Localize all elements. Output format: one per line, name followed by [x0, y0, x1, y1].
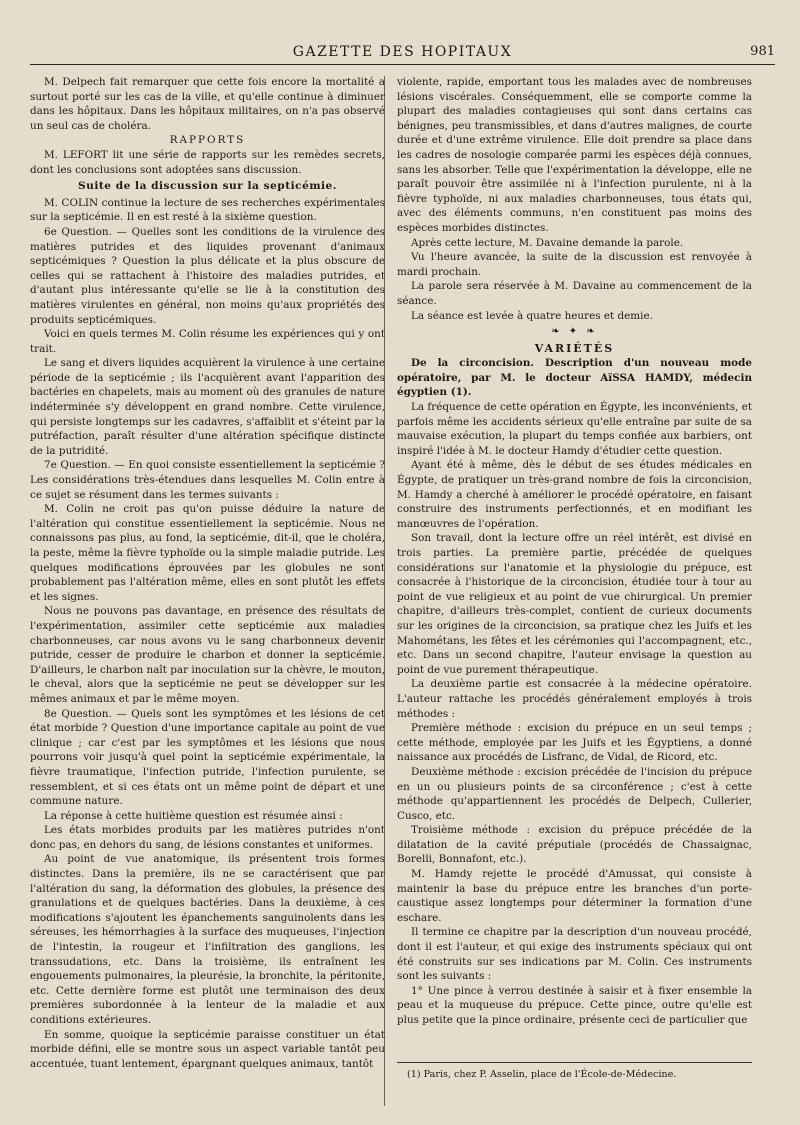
- section-heading-rapports: RAPPORTS: [169, 134, 246, 147]
- right-column: [397, 75, 752, 1028]
- paragraph-termine: Il termine ce chapitre par la description d'un nouveau procédé, dont il est l'auteur, et qui exige des instruments spéciaux qui ont été construits sur ses indications par M. Colin. Ces instruments sont les suivants :: [397, 926, 752, 983]
- paragraph-question-6-liquides: Le sang et divers liquides acquièrent la virulence à une certaine période de la septicémie ; ils l'acquièrent avant l'apparition des bactéries en chapelets, mais au moment où des granules de nature indéterminée s'y développent en grand nombre. Cette virulence, qui persiste longtemps sur les cadavres, s'affaiblit et s'éteint par la putréfaction, paraît résulter d'une altération spécifique distincte de la putridité.: [30, 357, 385, 457]
- paragraph-question-8: 8e Question. — Quels sont les symptômes et les lésions de cet état morbide ? Question d'une importance capitale au point de vue clinique ; car c'est par les symptômes et les lésions que nous pourrons voir jusqu'à quel point la septicémie expérimentale, la fièvre traumatique, l'infection putride, l'infection purulente, se ressemblent, et si ces états ont un même point de départ et une commune nature.: [30, 707, 385, 808]
- paragraph-question-8-etats: Les états morbides produits par les matières putrides n'ont donc pas, en dehors du sang, de lésions constantes et uniformes.: [30, 824, 385, 851]
- paragraph-question-8-somme: En somme, quoique la septicémie paraisse constituer un état morbide défini, elle se montre sous un aspect variable tantôt peu accentuée, tuant lentement, épargnant quelques animaux, tantôt: [30, 1028, 385, 1070]
- paragraph-continuation: violente, rapide, emportant tous les malades avec de nombreuses lésions viscérales. Conséquemment, elle se comporte comme la plupart des maladies contagieuses qui sont dans certains cas bénignes, peu transmissibles, et dans d'autres malignes, de courte durée et d'une extrême virulence. Elle doit prendre sa place dans les cadres de nosologie comparée parmi les espèces déjà connues, sans les absorber. Telle que l'expérimentation la développe, elle ne paraît pouvoir être assimilée ni à l'infection purulente, ni à la fièvre typhoïde, ni aux maladies charbonneuses, tous états qui, avec des éléments communs, n'en constituent pas moins des espèces morbides distinctes.: [397, 76, 752, 234]
- section-heading-varietes: VARIÉTÉS: [534, 341, 615, 355]
- paragraph-intro: M. Delpech fait remarquer que cette fois encore la mortalité a surtout porté sur les cas de la ville, et qu'elle continue à diminuer dans les hôpitaux. Dans les hôpitaux militaires, on n'a pas observé un seul cas de choléra.: [30, 76, 385, 132]
- paragraph-rapports: M. LEFORT lit une série de rapports sur les remèdes secrets, dont les conclusions sont adoptées sans discussion.: [30, 148, 385, 176]
- paragraph-parole: La parole sera réservée à M. Davaine au commencement de la séance.: [397, 280, 752, 307]
- section-ornament: ❧ ✦ ❧: [551, 326, 598, 338]
- paragraph-colin: M. COLIN continue la lecture de ses recherches expérimentales sur la septicémie. Il en est resté à la sixième question.: [30, 196, 385, 224]
- paragraph-question-7-answer: M. Colin ne croit pas qu'on puisse déduire la nature de l'altération qui constitue essentiellement la septicémie. Nous ne connaissons pas plus, au fond, la septicémie, dit-il, que le choléra, la peste, même la fièvre typhoïde ou la simple maladie putride. Les quelques modifications éprouvées par les globules ne sont probablement pas l'altération même, elles en sont plutôt les effets et les signes.: [30, 503, 385, 603]
- section-heading-discussion: Suite de la discussion sur la septicémie.: [78, 180, 337, 193]
- paragraph-question-6-resume: Voici en quels termes M. Colin résume les expériences qui y ont trait.: [30, 328, 385, 355]
- publication-title: GAZETTE DES HOPITAUX: [292, 44, 513, 60]
- paragraph-ayant-ete: Ayant été à même, dès le début de ses études médicales en Égypte, de pratiquer un très-grand nombre de fois la circoncision, M. Hamdy a cherché à améliorer le procédé opératoire, en faisant construire des instruments perfectionnés, et en modifiant les manœuvres de l'opération.: [397, 459, 752, 530]
- paragraph-levee: La séance est levée à quatre heures et demie.: [411, 309, 653, 322]
- paragraph-deuxieme-partie: La deuxième partie est consacrée à la médecine opératoire. L'auteur rattache les procédés généralement employés à trois méthodes :: [397, 678, 752, 720]
- paragraph-davaine: Après cette lecture, M. Davaine demande la parole.: [411, 236, 684, 249]
- paragraph-question-6: 6e Question. — Quelles sont les conditions de la virulence des matières putrides et des liquides provenant d'animaux septicémiques ? Question la plus délicate et la plus obscure de celles qui se rattachent à l'histoire des maladies putrides, et d'autant plus intéressante qu'elle se lie à la constitution des matières virulentes en général, non moins qu'aux propriétés des produits septicémiques.: [30, 225, 385, 326]
- paragraph-troisieme-methode: Troisième méthode : excision du prépuce précédée de la dilatation de la cavité préputiale (procédés de Chassaignac, Borelli, Bonnafont, etc.).: [397, 824, 752, 866]
- paragraph-frequence: La fréquence de cette opération en Égypte, les inconvénients, et parfois même les accidents sérieux qu'elle entraîne par suite de sa mauvaise exécution, la plupart du temps confiée aux barbiers, ont inspiré l'idée à M. le docteur Hamdy d'étudier cette question.: [397, 401, 752, 457]
- left-column: [30, 75, 385, 1071]
- article-title: De la circoncision. Description d'un nouveau mode opératoire, par M. le docteur AïSSA HAMDY, médecin égyptien (1).: [397, 357, 752, 399]
- header-rule: [30, 64, 775, 65]
- footnote-text: (1) Paris, chez P. Asselin, place de l'École-de-Médecine.: [407, 1069, 677, 1080]
- paragraph-premiere-methode: Première méthode : excision du prépuce en un seul temps ; cette méthode, employée par les Juifs et les Égyptiens, a donné naissance aux procédés de Lisfranc, de Vidal, de Ricord, etc.: [397, 722, 752, 764]
- footnote: [397, 1068, 752, 1081]
- paragraph-pince: 1° Une pince à verrou destinée à saisir et à fixer ensemble la peau et la muqueuse du prépuce. Cette pince, outre qu'elle est plus petite que la pince ordinaire, présente ceci de particulier que: [397, 984, 752, 1026]
- page-number: 981: [750, 44, 775, 59]
- paragraph-son-travail: Son travail, dont la lecture offre un réel intérêt, est divisé en trois parties. La première partie, précédée de quelques considérations sur l'anatomie et la physiologie du prépuce, est consacrée à l'historique de la circoncision, étudiée tour à tour au point de vue religieux et au point de vue chirurgical. Un premier chapitre, d'ailleurs très-complet, contient de curieux documents sur les origines de la circoncision, sa pratique chez les Juifs et les Mahométans, les fêtes et les cérémonies qui l'accompagnent, etc., etc. Dans un second chapitre, l'auteur envisage la question au point de vue purement thérapeutique.: [397, 532, 752, 676]
- paragraph-question-8-reponse: La réponse à cette huitième question est résumée ainsi :: [44, 809, 343, 822]
- paragraph-question-7: 7e Question. — En quoi consiste essentiellement la septicémie ? Les considérations très-étendues dans lesquelles M. Colin entre à ce sujet se résument dans les termes suivants :: [30, 459, 385, 501]
- footnote-rule: [397, 1062, 752, 1063]
- paragraph-question-7-experimentation: Nous ne pouvons pas davantage, en présence des résultats de l'expérimentation, assimiler cette septicémie aux maladies charbonneuses, car nous avons vu le sang charbonneux devenir putride, cesser de produire le charbon et donner la septicémie. D'ailleurs, le charbon naît par inoculation sur la chèvre, le mouton, le cheval, alors que la septicémie ne peut se développer sur les mêmes animaux et par le même moyen.: [30, 605, 385, 705]
- page-header: [30, 44, 775, 66]
- paragraph-deuxieme-methode: Deuxième méthode : excision précédée de l'incision du prépuce en un ou plusieurs points de sa circonférence ; c'est à cette méthode qu'appartiennent les procédés de Delpech, Cullerier, Cusco, etc.: [397, 765, 752, 822]
- paragraph-renvoyee: Vu l'heure avancée, la suite de la discussion est renvoyée à mardi prochain.: [397, 251, 752, 278]
- paragraph-question-8-anatomique: Au point de vue anatomique, ils présentent trois formes distinctes. Dans la première, ils ne se caractérisent que par l'altération du sang, la déformation des globules, la présence des granulations et de quelques bactéries. Dans la deuxième, à ces modifications s'ajoutent les épanchements sanguinolents dans les séreuses, les hémorrhagies à la surface des muqueuses, l'injection de l'intestin, la rougeur et l'infiltration des ganglions, les transsudations, etc. Dans la troisième, ils entraînent les engouements pulmonaires, la pleurésie, la bronchite, la péritonite, etc. Cette dernière forme est plutôt une terminaison des deux premières subordonnée à la lenteur de la maladie et aux conditions extérieures.: [30, 853, 385, 1026]
- paragraph-amussat: M. Hamdy rejette le procédé d'Amussat, qui consiste à maintenir la base du prépuce entre les branches d'un porte-caustique assez longtemps pour déterminer la formation d'une eschare.: [397, 868, 752, 924]
